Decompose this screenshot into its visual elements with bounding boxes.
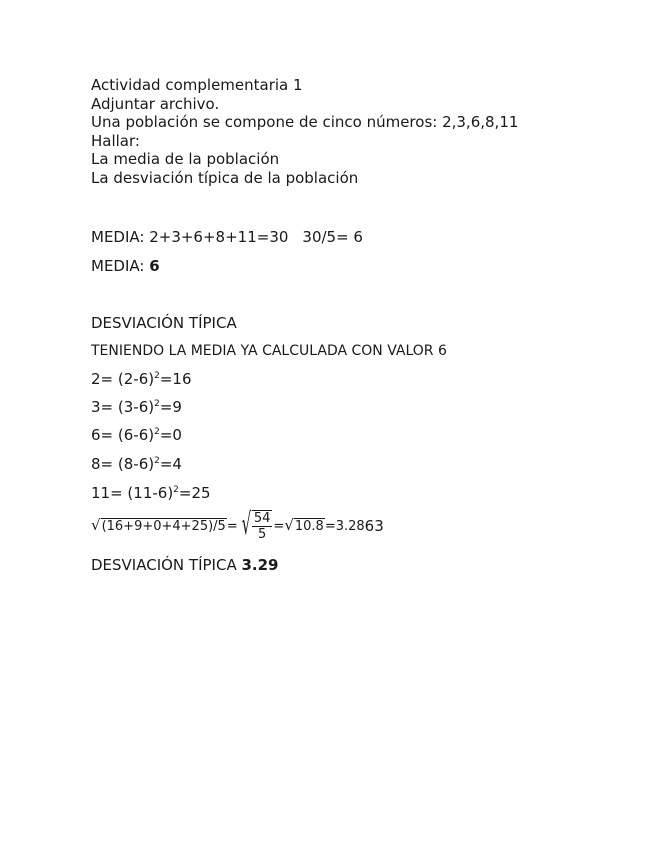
row-expression: 2= (2-6) xyxy=(91,370,155,388)
stddev-intro: TENIENDO LA MEDIA YA CALCULADA CON VALOR 6 xyxy=(91,343,447,359)
row-result: =0 xyxy=(159,426,182,444)
stddev-formula xyxy=(91,509,384,543)
row-exponent: 2 xyxy=(173,485,179,495)
attach-instruction: Adjuntar archivo. xyxy=(91,94,220,113)
fraction-denominator: 5 xyxy=(257,527,267,542)
fraction xyxy=(252,510,273,542)
row-expression: 11= (11-6) xyxy=(91,484,174,502)
sqrt-radicand: 10.8 xyxy=(294,519,324,534)
sqrt-value xyxy=(284,518,325,534)
squared-diff-row xyxy=(91,426,182,444)
intro-block xyxy=(91,76,518,188)
sqrt-symbol: √ xyxy=(241,507,251,542)
squared-diff-row xyxy=(91,455,182,473)
row-expression: 6= (6-6) xyxy=(91,426,155,444)
row-result: =4 xyxy=(159,455,182,473)
sqrt-symbol: √ xyxy=(91,516,101,534)
sqrt-symbol: √ xyxy=(284,516,294,534)
activity-title: Actividad complementaria 1 xyxy=(91,76,303,94)
mean-calculation xyxy=(91,228,363,246)
row-result: =25 xyxy=(178,484,211,502)
mean-result xyxy=(91,257,160,275)
stddev-result-label: DESVIACIÓN TÍPICA xyxy=(91,556,242,574)
formula-result-tail: 63 xyxy=(364,517,384,535)
equals-sign: = xyxy=(226,518,238,534)
sqrt-radicand: (16+9+0+4+25)/5 xyxy=(101,519,226,534)
mean-result-label: MEDIA: xyxy=(91,257,150,275)
row-exponent: 2 xyxy=(154,371,160,381)
problem-statement: Una población se compone de cinco números: 2,3,6,8,11 xyxy=(91,113,519,132)
row-exponent: 2 xyxy=(154,427,160,437)
row-result: =16 xyxy=(159,370,192,388)
task-mean: La media de la población xyxy=(91,150,280,169)
stddev-result-value: 3.29 xyxy=(241,556,279,574)
squared-diff-row xyxy=(91,484,211,502)
sqrt-expression xyxy=(91,518,227,534)
equals-sign: = xyxy=(273,518,285,534)
mean-division: 30/5= 6 xyxy=(302,228,363,246)
sqrt-fraction xyxy=(238,507,274,542)
mean-result-value: 6 xyxy=(149,257,160,275)
stddev-result xyxy=(91,556,279,574)
task-stddev: La desviación típica de la población xyxy=(91,168,359,187)
row-exponent: 2 xyxy=(154,456,160,466)
fraction-numerator: 54 xyxy=(253,511,271,526)
row-expression: 3= (3-6) xyxy=(91,398,155,416)
squared-diff-row xyxy=(91,398,182,416)
row-expression: 8= (8-6) xyxy=(91,455,155,473)
row-exponent: 2 xyxy=(154,399,160,409)
stddev-heading: DESVIACIÓN TÍPICA xyxy=(91,314,237,332)
row-result: =9 xyxy=(159,398,182,416)
find-label: Hallar: xyxy=(91,131,140,150)
squared-diff-row xyxy=(91,370,191,388)
mean-sum: MEDIA: 2+3+6+8+11=30 xyxy=(91,228,289,246)
formula-result: =3.28 xyxy=(324,518,365,534)
